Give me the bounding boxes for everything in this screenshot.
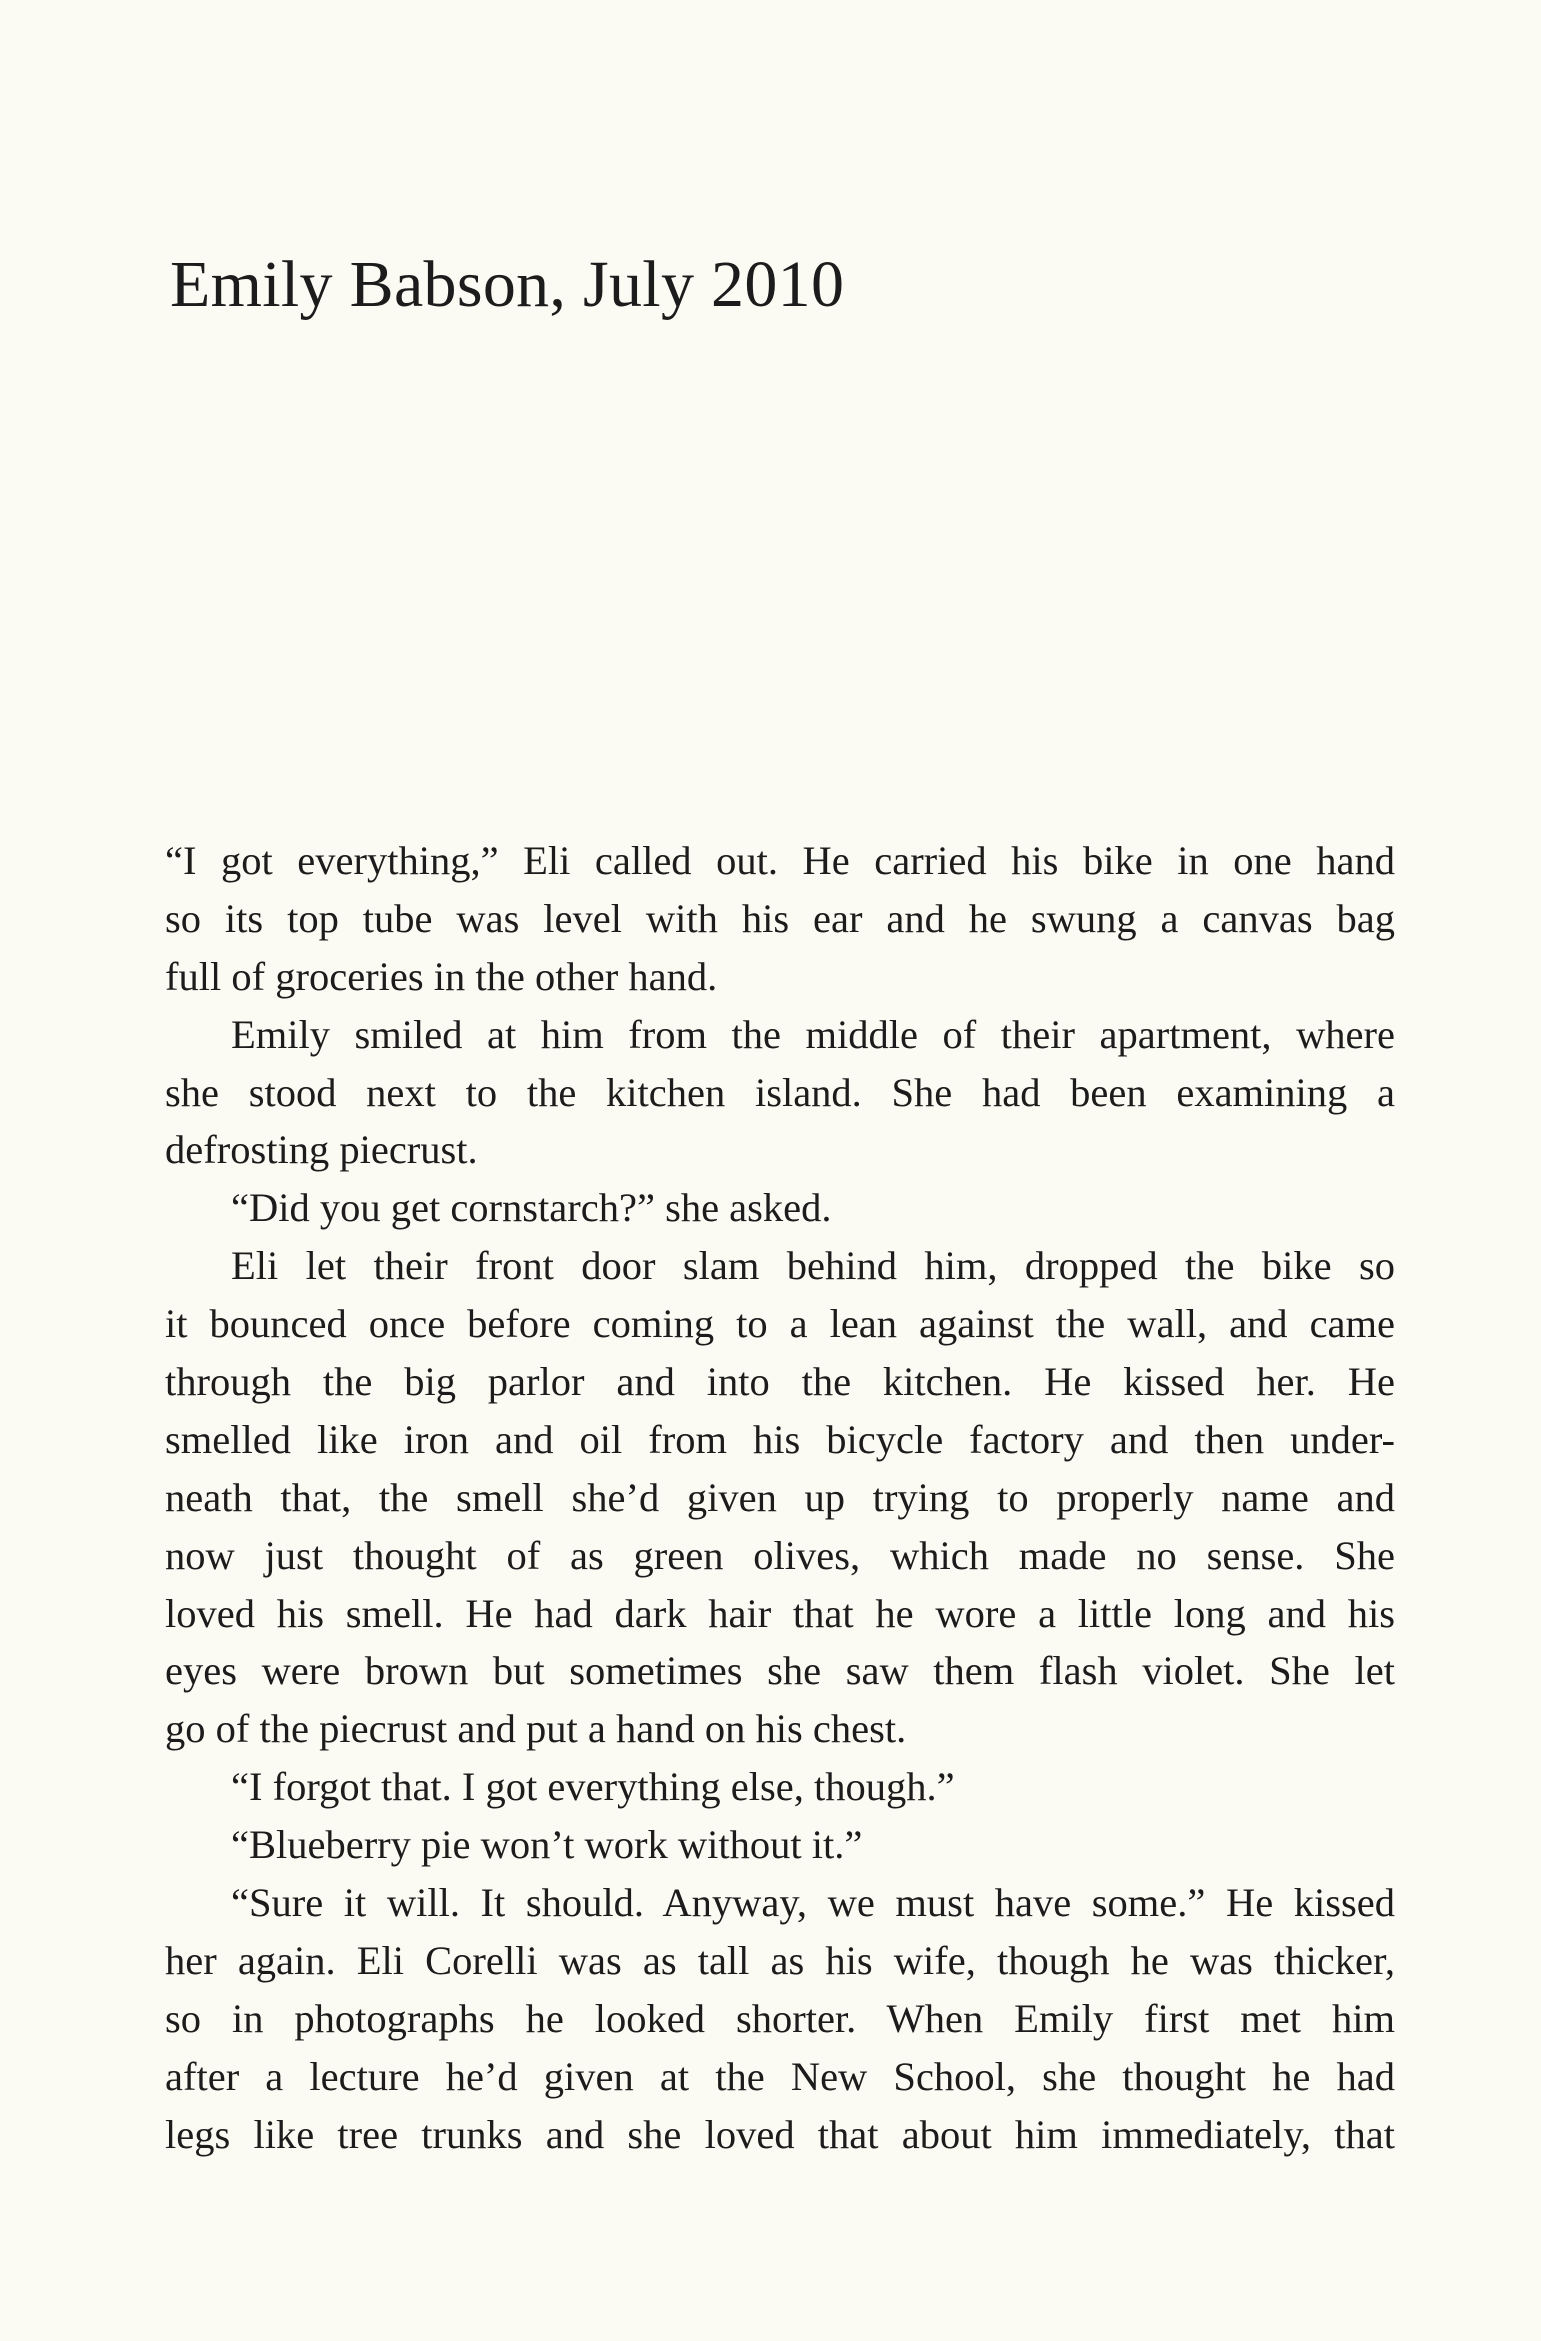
text-line: after a lecture he’d given at the New School, she thought he had — [165, 2053, 1395, 2099]
text-line: through the big parlor and into the kitchen. He kissed her. He — [165, 1359, 1395, 1405]
text-line: “I forgot that. I got everything else, though.” — [231, 1764, 955, 1810]
text-line: “Sure it will. It should. Anyway, we must have some.” He kissed — [231, 1880, 1395, 1926]
text-line: her again. Eli Corelli was as tall as his wife, though he was thicker, — [165, 1937, 1395, 1983]
text-line: defrosting piecrust. — [165, 1127, 478, 1173]
text-line: so its top tube was level with his ear and he swung a canvas bag — [165, 895, 1395, 941]
text-line: now just thought of as green olives, which made no sense. She — [165, 1532, 1395, 1578]
text-line: so in photographs he looked shorter. When Emily first met him — [165, 1995, 1395, 2041]
text-line: “Did you get cornstarch?” she asked. — [231, 1185, 832, 1231]
text-line: “I got everything,” Eli called out. He carried his bike in one hand — [165, 838, 1395, 883]
text-line: it bounced once before coming to a lean against the wall, and came — [165, 1301, 1395, 1347]
text-line: legs like tree trunks and she loved that about him immediately, that — [165, 2111, 1395, 2157]
text-line: she stood next to the kitchen island. She had been examining a — [165, 1069, 1395, 1115]
text-line: smelled like iron and oil from his bicycle factory and then under- — [165, 1416, 1395, 1462]
text-line: neath that, the smell she’d given up trying to properly name and — [165, 1474, 1395, 1520]
body-text — [165, 832, 1395, 2163]
text-line: Eli let their front door slam behind him, dropped the bike so — [231, 1243, 1395, 1289]
text-line: go of the piecrust and put a hand on his chest. — [165, 1706, 907, 1752]
text-line: “Blueberry pie won’t work without it.” — [231, 1822, 863, 1868]
text-line: eyes were brown but sometimes she saw them flash violet. She let — [165, 1648, 1395, 1694]
text-line: loved his smell. He had dark hair that he wore a little long and his — [165, 1590, 1395, 1636]
text-line: full of groceries in the other hand. — [165, 953, 718, 999]
text-line: Emily smiled at him from the middle of their apartment, where — [231, 1011, 1395, 1057]
chapter-title: Emily Babson, July 2010 — [170, 248, 845, 321]
